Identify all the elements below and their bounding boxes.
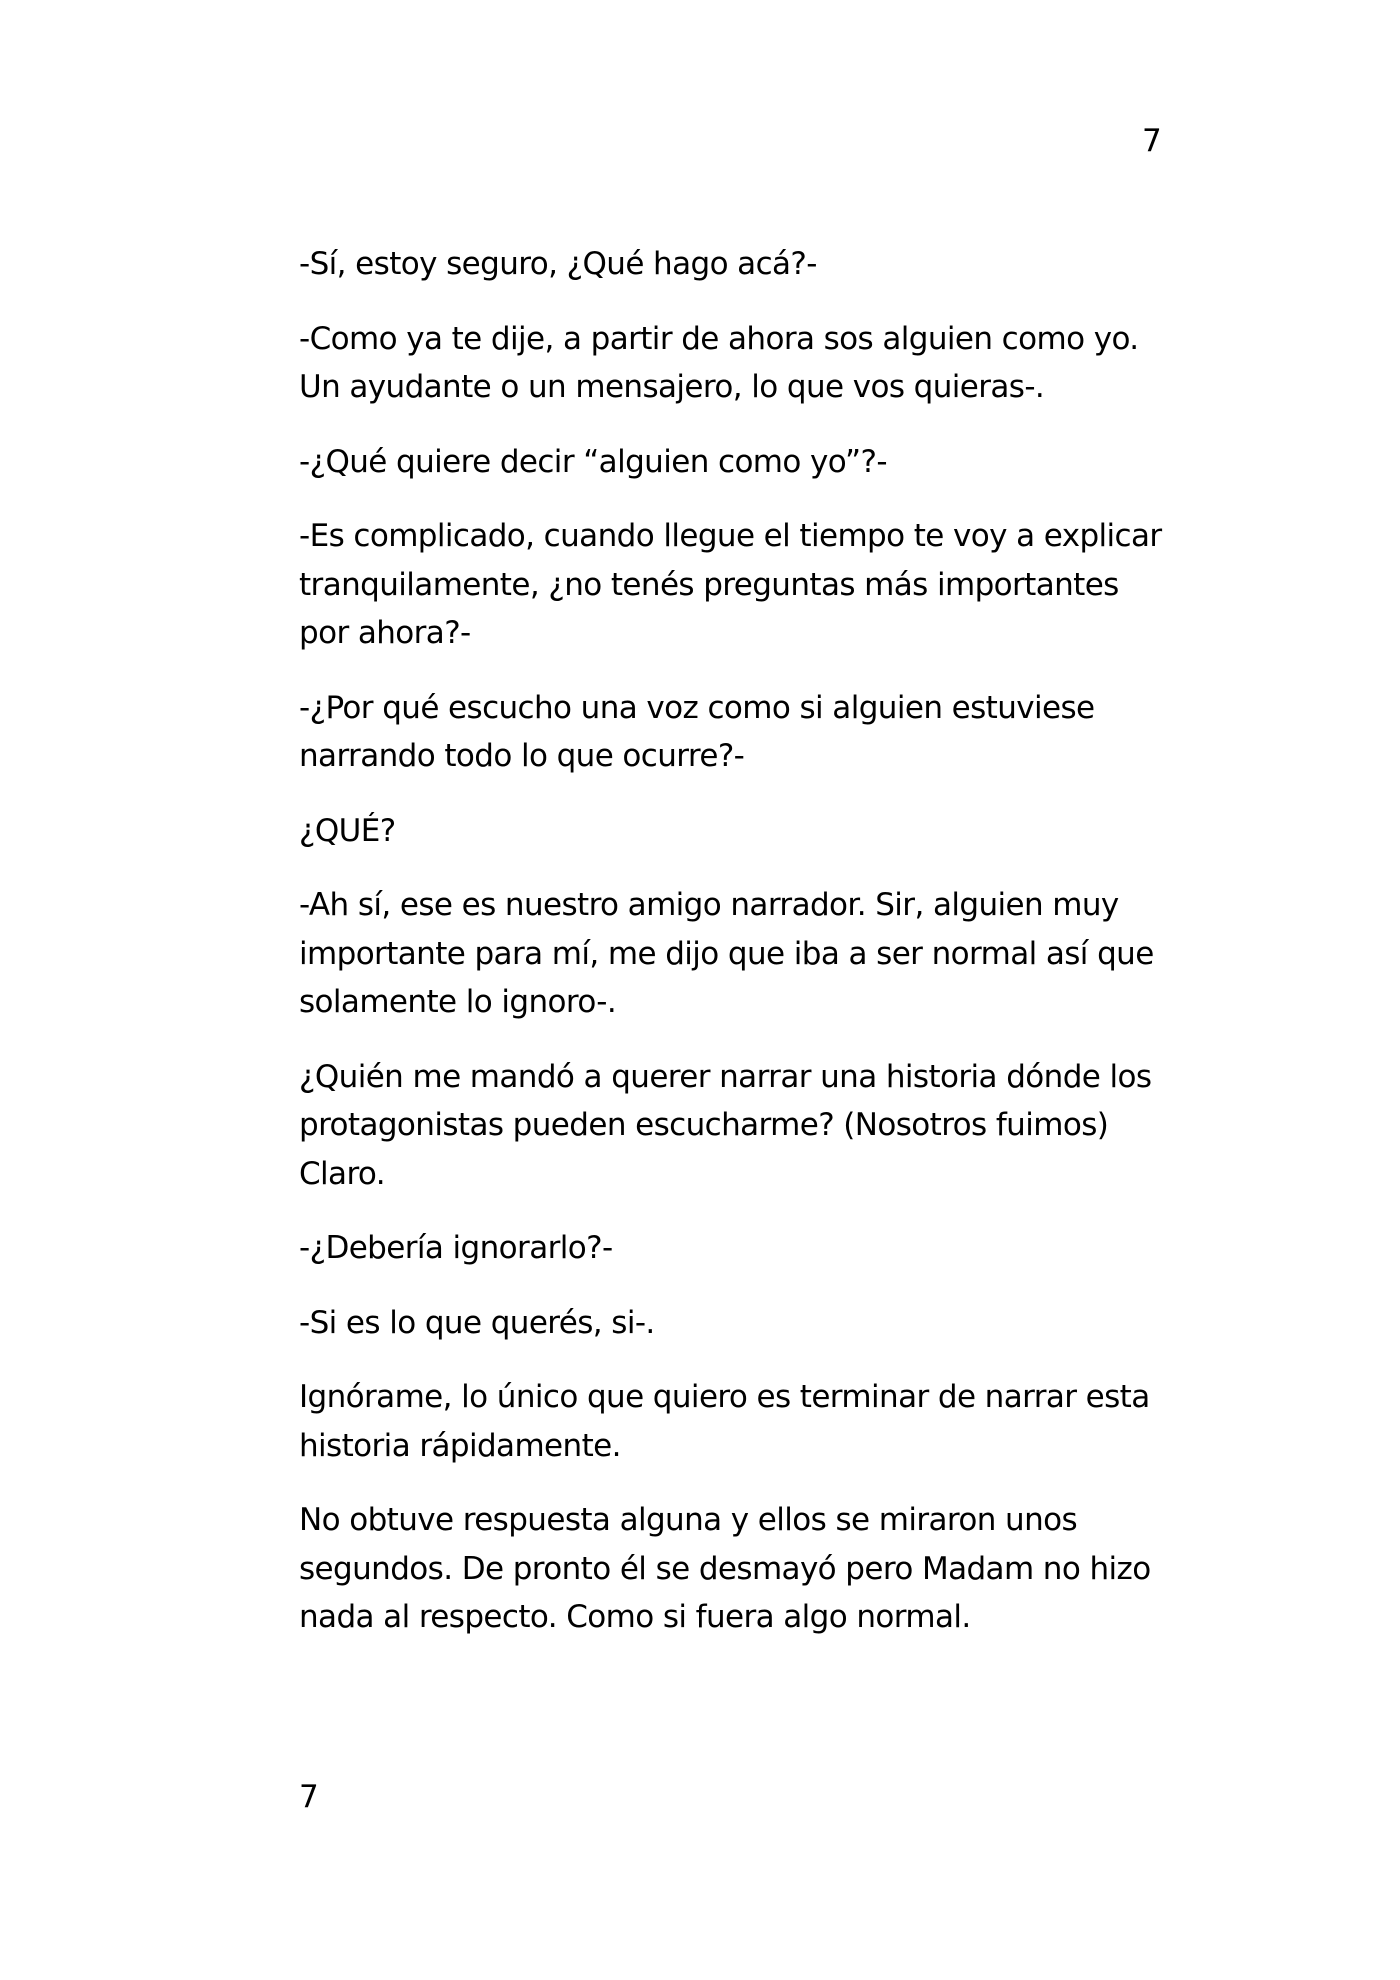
text-line: Claro. xyxy=(299,1155,385,1192)
page-number-top: 7 xyxy=(1142,123,1162,159)
paragraph xyxy=(299,1496,1171,1642)
text-line: segundos. De pronto él se desmayó pero Madam no hizo xyxy=(299,1550,1151,1587)
paragraph xyxy=(299,315,1171,412)
text-line: narrando todo lo que ocurre?- xyxy=(299,738,745,774)
paragraph xyxy=(299,807,1171,856)
text-line: -Si es lo que querés, si-. xyxy=(299,1304,655,1341)
text-line: ¿Quién me mandó a querer narrar una historia dónde los xyxy=(299,1058,1152,1095)
text-line: -¿Qué quiere decir “alguien como yo”?- xyxy=(299,443,887,480)
text-line: solamente lo ignoro-. xyxy=(299,984,617,1020)
text-line: ¿QUÉ? xyxy=(299,812,396,849)
paragraph xyxy=(299,1053,1171,1199)
text-line: -Sí, estoy seguro, ¿Qué hago acá?- xyxy=(299,246,817,282)
text-line: protagonistas pueden escucharme? (Nosotros fuimos) xyxy=(299,1107,1109,1143)
text-line: nada al respecto. Como si fuera algo normal. xyxy=(299,1599,971,1635)
text-line: Un ayudante o un mensajero, lo que vos quieras-. xyxy=(299,369,1045,405)
paragraph xyxy=(299,438,1171,487)
text-line: -Ah sí, ese es nuestro amigo narrador. Sir, alguien muy xyxy=(299,887,1119,923)
text-line: historia rápidamente. xyxy=(299,1427,621,1464)
page-body xyxy=(299,240,1171,1668)
text-line: -Es complicado, cuando llegue el tiempo te voy a explicar xyxy=(299,518,1162,554)
text-line: No obtuve respuesta alguna y ellos se miraron unos xyxy=(299,1502,1078,1538)
text-line: -¿Debería ignorarlo?- xyxy=(299,1230,613,1266)
paragraph xyxy=(299,881,1171,1027)
paragraph xyxy=(299,1299,1171,1348)
paragraph xyxy=(299,1224,1171,1273)
paragraph xyxy=(299,512,1171,658)
text-line: Ignórame, lo único que quiero es terminar de narrar esta xyxy=(299,1379,1150,1415)
page-number-bottom: 7 xyxy=(299,1779,319,1815)
text-line: importante para mí, me dijo que iba a ser normal así que xyxy=(299,935,1154,972)
text-line: tranquilamente, ¿no tenés preguntas más importantes xyxy=(299,566,1119,603)
text-line: por ahora?- xyxy=(299,615,471,651)
text-line: -¿Por qué escucho una voz como si alguien estuviese xyxy=(299,689,1095,726)
text-line: -Como ya te dije, a partir de ahora sos alguien como yo. xyxy=(299,320,1139,357)
paragraph xyxy=(299,684,1171,781)
paragraph xyxy=(299,1373,1171,1470)
paragraph xyxy=(299,240,1171,289)
